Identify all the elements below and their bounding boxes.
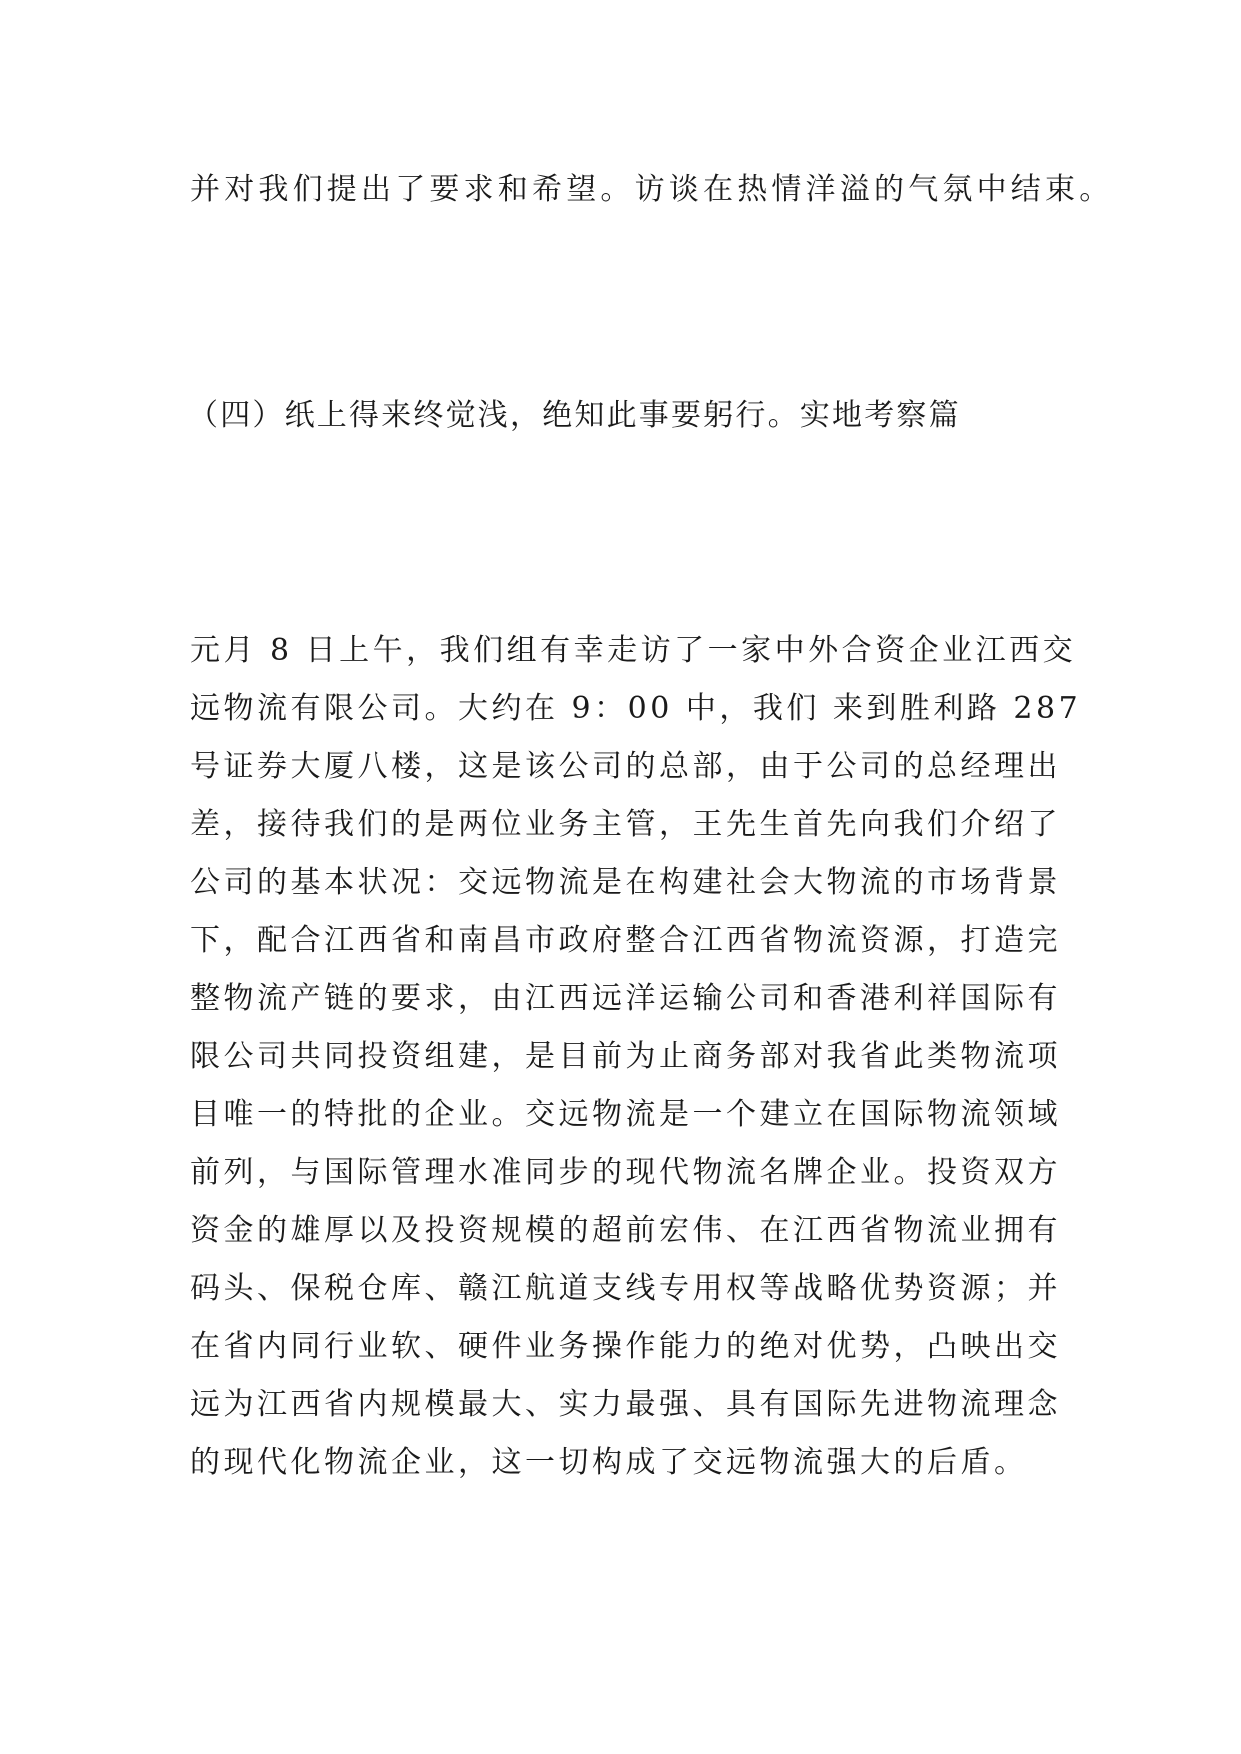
paragraph-line: 的现代化物流企业，这一切构成了交远物流强大的后盾。 bbox=[190, 1445, 1028, 1480]
paragraph-line: 在省内同行业软、硬件业务操作能力的绝对优势，凸映出交 bbox=[190, 1329, 1061, 1364]
paragraph-line: 下，配合江西省和南昌市政府整合江西省物流资源，打造完 bbox=[190, 923, 1061, 958]
body-paragraph bbox=[190, 622, 1082, 1492]
paragraph-line: 前列，与国际管理水准同步的现代物流名牌企业。投资双方 bbox=[190, 1155, 1061, 1190]
paragraph-line: 差，接待我们的是两位业务主管，王先生首先向我们介绍了 bbox=[190, 807, 1061, 842]
paragraph-line: 限公司共同投资组建，是目前为止商务部对我省此类物流项 bbox=[190, 1039, 1061, 1074]
paragraph-line: 远物流有限公司。大约在 9：00 中，我们 来到胜利路 287 bbox=[190, 691, 1082, 726]
paragraph-line: 号证券大厦八楼，这是该公司的总部，由于公司的总经理出 bbox=[190, 749, 1061, 784]
paragraph-line: 元月 8 日上午，我们组有幸走访了一家中外合资企业江西交 bbox=[190, 633, 1077, 668]
paragraph-line: 整物流产链的要求，由江西远洋运输公司和香港利祥国际有 bbox=[190, 981, 1061, 1016]
section-heading: （四）纸上得来终觉浅，绝知此事要躬行。实地考察篇 bbox=[188, 398, 961, 433]
paragraph-line: 远为江西省内规模最大、实力最强、具有国际先进物流理念 bbox=[190, 1387, 1061, 1422]
paragraph-line: 码头、保税仓库、赣江航道支线专用权等战略优势资源；并 bbox=[190, 1271, 1061, 1306]
paragraph-line: 目唯一的特批的企业。交远物流是一个建立在国际物流领域 bbox=[190, 1097, 1061, 1132]
paragraph-line: 资金的雄厚以及投资规模的超前宏伟、在江西省物流业拥有 bbox=[190, 1213, 1061, 1248]
paragraph-line: 公司的基本状况：交远物流是在构建社会大物流的市场背景 bbox=[190, 865, 1061, 900]
intro-text-line: 并对我们提出了要求和希望。访谈在热情洋溢的气氛中结束。 bbox=[190, 172, 1114, 207]
